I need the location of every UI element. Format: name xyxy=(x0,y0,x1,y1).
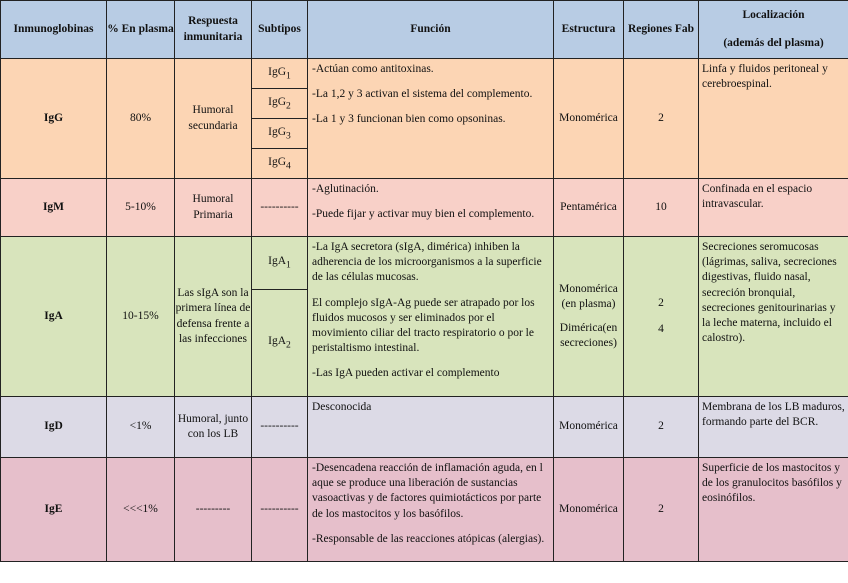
igg-name: IgG xyxy=(1,59,107,179)
igd-fab: 2 xyxy=(624,397,699,458)
iga-name: IgA xyxy=(1,237,107,397)
table-row-igm xyxy=(1,179,848,237)
iga-fab-b: 4 xyxy=(658,322,664,335)
igd-function xyxy=(308,397,554,458)
igd-location: Membrana de los LB maduros, formando parte del BCR. xyxy=(699,397,848,458)
header-percent-plasma: % En plasma xyxy=(107,1,175,59)
igg-subtype-2: IgG$_2$ xyxy=(252,89,308,119)
igm-function-line-2: -Puede fijar y activar muy bien el complemento. xyxy=(312,208,535,221)
igm-response: Humoral Primaria xyxy=(175,179,252,237)
igg-location: Linfa y fluidos peritoneal y cerebroespinal. xyxy=(699,59,848,179)
iga-percent: 10-15% xyxy=(107,237,175,397)
header-function: Función xyxy=(308,1,554,59)
iga-fab xyxy=(624,237,699,397)
header-row xyxy=(1,1,848,59)
igg-response: Humoral secundaria xyxy=(175,59,252,179)
igg-function-line-3: -La 1 y 3 funcionan bien como opsoninas. xyxy=(312,113,506,126)
ige-response: --------- xyxy=(175,458,252,562)
igm-subtypes: ---------- xyxy=(252,179,308,237)
iga-response: Las sIgA son la primera línea de defensa frente a las infecciones xyxy=(175,237,252,397)
ige-location: Superficie de los mastocitos y de los granulocitos basófilos y eosinófilos. xyxy=(699,458,848,562)
ige-function-line-2: -Responsable de las reacciones atópicas (alergias). xyxy=(312,532,545,545)
igg-subtype-1: IgG$_1$ xyxy=(252,59,308,89)
iga-function-line-1: -La IgA secretora (sIgA, dimérica) inhiben la adherencia de los microorganismos a la superficie de las células mucosas. xyxy=(312,241,542,284)
igm-percent: 5-10% xyxy=(107,179,175,237)
table-row-igd xyxy=(1,397,848,458)
header-immune-response: Respuesta inmunitaria xyxy=(175,1,252,59)
igd-structure: Monomérica xyxy=(554,397,624,458)
table-row-iga xyxy=(1,237,848,290)
iga-structure-b: Dimérica(en secreciones) xyxy=(559,321,618,349)
ige-subtypes: ---------- xyxy=(252,458,308,562)
igd-subtypes: ---------- xyxy=(252,397,308,458)
igm-fab: 10 xyxy=(624,179,699,237)
iga-structure-a: Monomérica (en plasma) xyxy=(559,283,618,311)
header-location-line2: (además del plasma) xyxy=(723,36,824,49)
iga-fab-a: 2 xyxy=(658,297,664,310)
igg-function-line-1: -Actúan como antitoxinas. xyxy=(312,63,434,75)
igm-location: Confinada en el espacio intravascular. xyxy=(699,179,848,237)
igm-structure: Pentamérica xyxy=(554,179,624,237)
iga-structure xyxy=(554,237,624,397)
igg-subtype-4: IgG$_4$ xyxy=(252,149,308,179)
igg-subtype-3: IgG$_3$ xyxy=(252,119,308,149)
igg-function xyxy=(308,59,554,179)
igd-function-line-1: Desconocida xyxy=(312,401,372,413)
igm-function-line-1: -Aglutinación. xyxy=(312,183,379,195)
igg-function-line-2: -La 1,2 y 3 activan el sistema del complemento. xyxy=(312,88,533,101)
header-fab-regions: Regiones Fab xyxy=(624,1,699,59)
igg-percent: 80% xyxy=(107,59,175,179)
ige-function-line-1: -Desencadena reacción de inflamación aguda, en l aque se produce una liberación de sustancias vasoactivas y de factores quimiotácticos por parte de los mastocitos y los basófilos. xyxy=(312,462,543,520)
iga-function xyxy=(308,237,554,397)
header-subtypes: Subtipos xyxy=(252,1,308,59)
iga-function-line-3: -Las IgA pueden activar el complemento xyxy=(312,367,500,380)
table-row-igg xyxy=(1,59,848,89)
ige-function xyxy=(308,458,554,562)
ige-fab: 2 xyxy=(624,458,699,562)
header-location xyxy=(699,1,848,59)
igm-function xyxy=(308,179,554,237)
igd-percent: <1% xyxy=(107,397,175,458)
iga-subtype-1: IgA$_1$ xyxy=(252,237,308,290)
ige-name: IgE xyxy=(1,458,107,562)
header-structure: Estructura xyxy=(554,1,624,59)
ige-percent: <<<1% xyxy=(107,458,175,562)
header-immunoglobulins: Inmunoglobinas xyxy=(1,1,107,59)
igd-name: IgD xyxy=(1,397,107,458)
iga-location: Secreciones seromucosas (lágrimas, saliva, secreciones digestivas, fluido nasal, secreción bronquial, secreciones genitourinarias y la leche materna, incluido el calostro). xyxy=(699,237,848,397)
header-location-line1: Localización xyxy=(742,9,805,22)
table-row-ige xyxy=(1,458,848,562)
ige-structure: Monomérica xyxy=(554,458,624,562)
igg-fab: 2 xyxy=(624,59,699,179)
igg-structure: Monomérica xyxy=(554,59,624,179)
igd-response: Humoral, junto con los LB xyxy=(175,397,252,458)
iga-subtype-2: IgA$_2$ xyxy=(252,290,308,397)
igm-name: IgM xyxy=(1,179,107,237)
iga-function-line-2: El complejo sIgA-Ag puede ser atrapado por los fluidos mucosos y ser eliminados por el movimiento ciliar del tracto respiratorio o por le peristaltismo intestinal. xyxy=(312,296,535,355)
